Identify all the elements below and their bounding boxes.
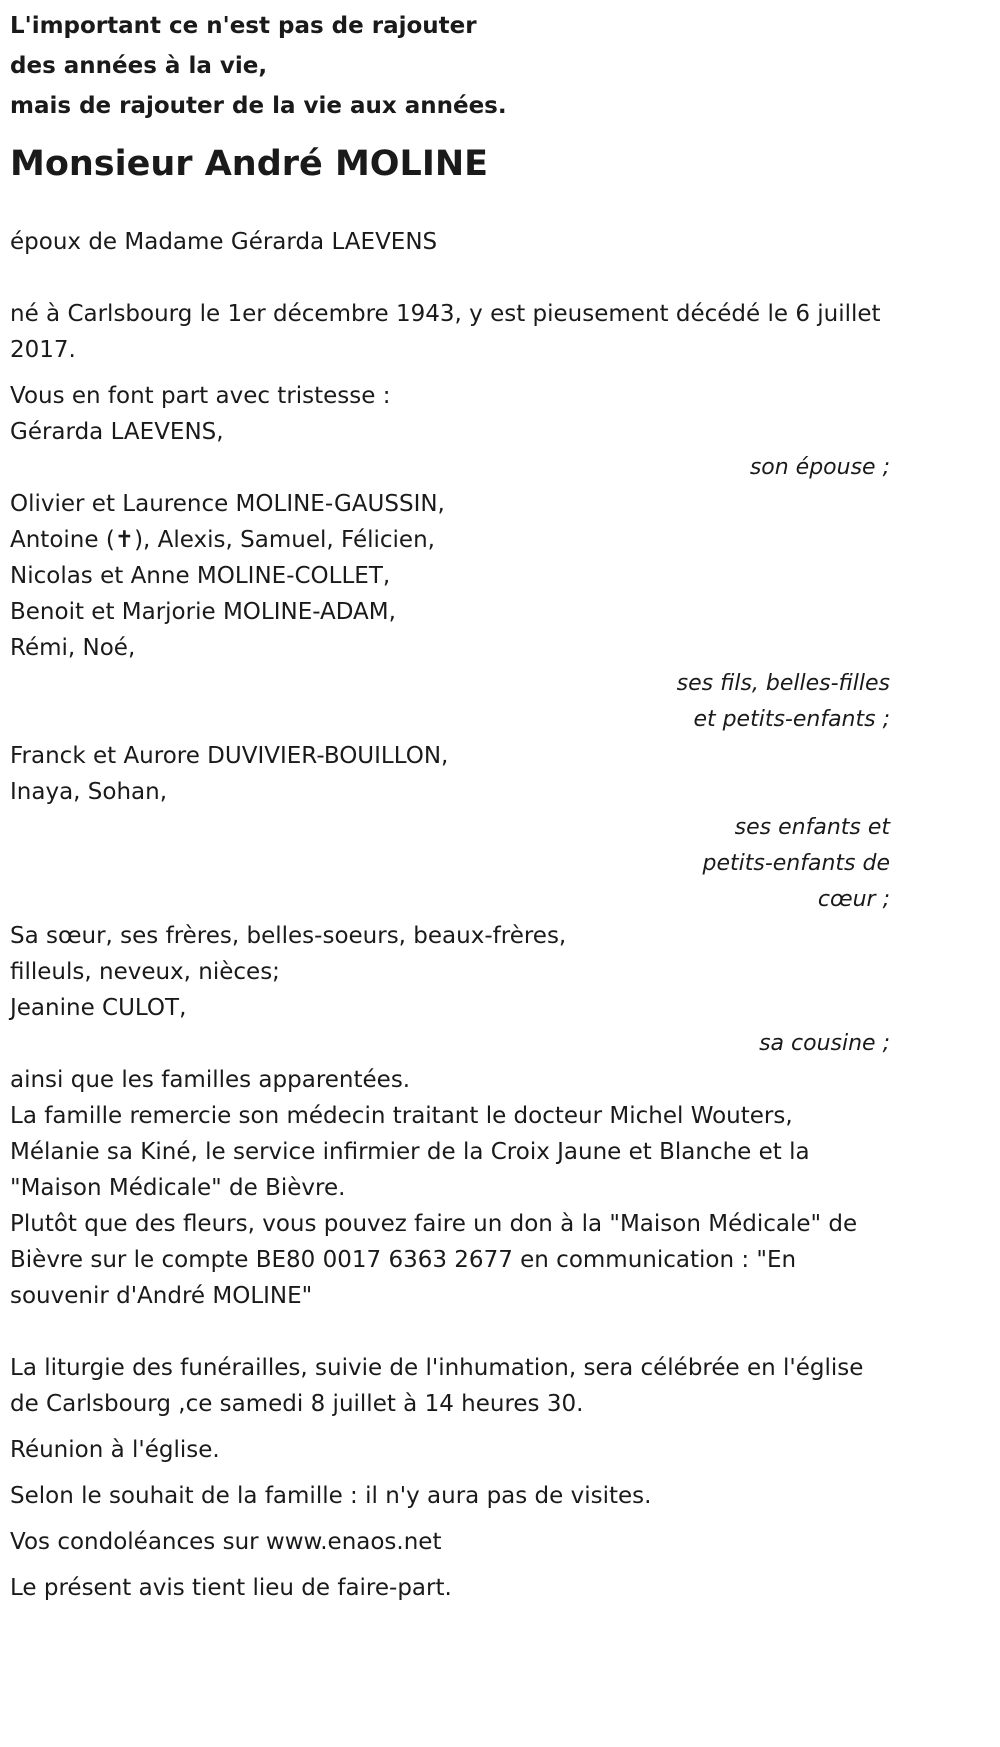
closing-line: "Maison Médicale" de Bièvre.	[10, 1175, 346, 1201]
closing-line: Bièvre sur le compte BE80 0017 6363 2677 en communication : "En	[10, 1247, 797, 1273]
closing-line: ainsi que les familles apparentées.	[10, 1067, 411, 1093]
spouse-line: époux de Madame Gérarda LAEVENS	[10, 229, 438, 255]
family-role: cœur ;	[817, 887, 890, 912]
closing-line: Mélanie sa Kiné, le service infirmier de la Croix Jaune et Blanche et la	[10, 1139, 810, 1165]
announce-intro: Vous en font part avec tristesse :	[10, 383, 391, 409]
family-line: Inaya, Sohan,	[10, 779, 168, 805]
family-line: Franck et Aurore DUVIVIER-BOUILLON,	[10, 743, 449, 769]
family-role: son épouse ;	[749, 455, 890, 480]
meeting-line: Réunion à l'église.	[10, 1437, 220, 1463]
notice-line: Le présent avis tient lieu de faire-part.	[10, 1575, 452, 1601]
family-role: petits-enfants de	[702, 851, 890, 876]
funeral-line: de Carlsbourg ,ce samedi 8 juillet à 14 heures 30.	[10, 1391, 584, 1417]
family-role: ses enfants et	[734, 815, 890, 840]
family-role: ses fils, belles-filles	[676, 671, 890, 696]
closing-line: La famille remercie son médecin traitant le docteur Michel Wouters,	[10, 1103, 793, 1129]
family-line: Benoit et Marjorie MOLINE-ADAM,	[10, 599, 396, 625]
obituary-notice	[10, 0, 890, 1606]
family-line: Rémi, Noé,	[10, 635, 136, 661]
family-line: filleuls, neveux, nièces;	[10, 959, 280, 985]
family-group-spouse	[10, 414, 890, 486]
family-group-siblings	[10, 918, 890, 1062]
family-role: et petits-enfants ;	[693, 707, 890, 732]
closing-paragraph	[10, 1062, 890, 1314]
epigraph-quote	[10, 6, 890, 126]
family-group-children	[10, 486, 890, 738]
birth-death-line: né à Carlsbourg le 1er décembre 1943, y est pieusement décédé le 6 juillet 2017.	[10, 301, 881, 363]
family-line: Jeanine CULOT,	[10, 995, 187, 1021]
deceased-name: Monsieur André MOLINE	[10, 144, 489, 184]
family-group-heart-children	[10, 738, 890, 918]
family-line: Gérarda LAEVENS,	[10, 419, 224, 445]
family-line: Sa sœur, ses frères, belles-soeurs, beaux-frères,	[10, 923, 567, 949]
closing-line: Plutôt que des fleurs, vous pouvez faire un don à la "Maison Médicale" de	[10, 1211, 858, 1237]
condolences-line: Vos condoléances sur www.enaos.net	[10, 1529, 442, 1555]
funeral-line: La liturgie des funérailles, suivie de l'inhumation, sera célébrée en l'église	[10, 1355, 864, 1381]
quote-line: L'important ce n'est pas de rajouter	[10, 13, 477, 39]
family-line: Antoine (✝), Alexis, Samuel, Félicien,	[10, 527, 435, 553]
visits-line: Selon le souhait de la famille : il n'y aura pas de visites.	[10, 1483, 652, 1509]
family-role: sa cousine ;	[759, 1031, 890, 1056]
closing-line: souvenir d'André MOLINE"	[10, 1283, 313, 1309]
quote-line: des années à la vie,	[10, 53, 268, 79]
funeral-details	[10, 1350, 890, 1422]
quote-line: mais de rajouter de la vie aux années.	[10, 93, 507, 119]
family-line: Olivier et Laurence MOLINE-GAUSSIN,	[10, 491, 445, 517]
family-line: Nicolas et Anne MOLINE-COLLET,	[10, 563, 391, 589]
